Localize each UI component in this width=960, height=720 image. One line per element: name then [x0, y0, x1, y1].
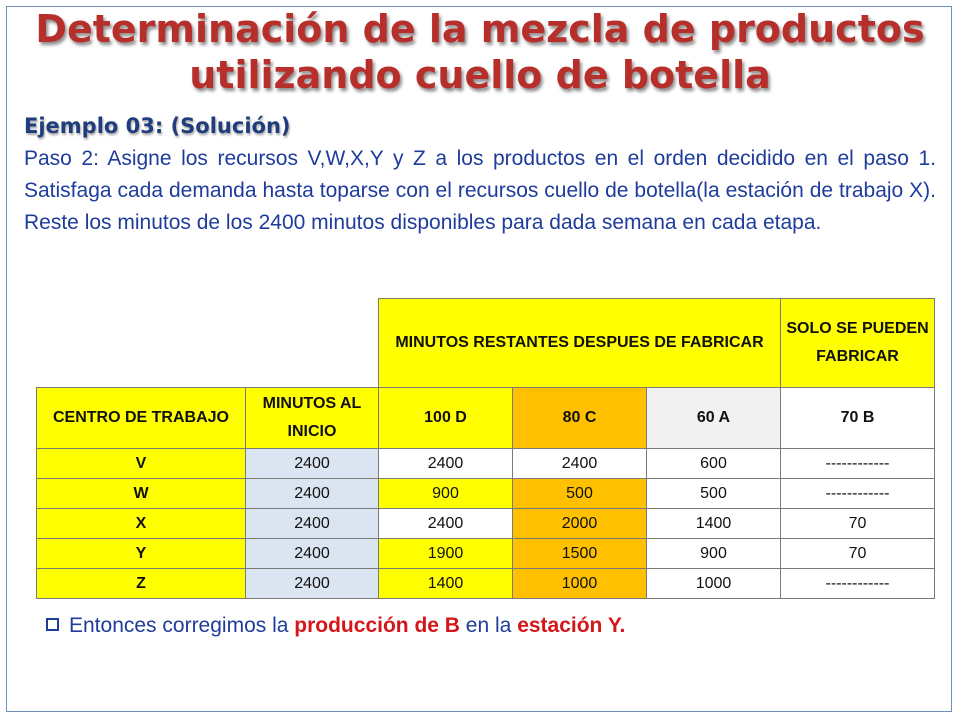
cell-60a: 600: [647, 449, 781, 479]
cell-100d: 900: [379, 479, 513, 509]
cell-100d: 1900: [379, 539, 513, 569]
cell-70b: ------------: [781, 569, 935, 599]
cell-100d: 1400: [379, 569, 513, 599]
cell-initial: 2400: [246, 479, 379, 509]
col-header-70b: 70 B: [781, 388, 935, 449]
cell-60a: 1000: [647, 569, 781, 599]
cell-70b: 70: [781, 509, 935, 539]
cell-100d: 2400: [379, 509, 513, 539]
cell-60a: 900: [647, 539, 781, 569]
title-line-2: utilizando cuello de botella: [189, 53, 771, 97]
table-row: [37, 479, 935, 509]
cell-80c: 1500: [513, 539, 647, 569]
cell-80c: 1000: [513, 569, 647, 599]
col-header-80c: 80 C: [513, 388, 647, 449]
solo-header: SOLO SE PUEDEN FABRICAR: [781, 299, 935, 388]
remaining-minutes-header: MINUTOS RESTANTES DESPUES DE FABRICAR: [379, 299, 781, 388]
cell-70b: ------------: [781, 449, 935, 479]
slide-title: [0, 6, 960, 98]
cell-80c: 2400: [513, 449, 647, 479]
cell-70b: 70: [781, 539, 935, 569]
checkbox-bullet-icon: [46, 618, 59, 631]
note-text-2: en la: [459, 614, 518, 637]
cell-center: Y: [37, 539, 246, 569]
conclusion-note: [46, 614, 625, 638]
cell-center: X: [37, 509, 246, 539]
col-header-60a: 60 A: [647, 388, 781, 449]
cell-60a: 500: [647, 479, 781, 509]
cell-center: Z: [37, 569, 246, 599]
table-row: [37, 539, 935, 569]
cell-initial: 2400: [246, 539, 379, 569]
cell-center: V: [37, 449, 246, 479]
table-row: [37, 569, 935, 599]
note-highlight-production: producción de B: [294, 614, 460, 637]
cell-60a: 1400: [647, 509, 781, 539]
cell-70b: ------------: [781, 479, 935, 509]
cell-100d: 2400: [379, 449, 513, 479]
cell-center: W: [37, 479, 246, 509]
note-highlight-station: estación Y.: [517, 614, 626, 637]
cell-initial: 2400: [246, 509, 379, 539]
instruction-paragraph: Paso 2: Asigne los recursos V,W,X,Y y Z a los productos en el orden decidido en el paso 1. Satisfaga cada demanda hasta toparse con el recursos cuello de botella(la estación de trabajo X). Reste los minutos de los 2400 minutos disponibles para dada semana en cada etapa.: [24, 147, 936, 234]
table-row: [37, 449, 935, 479]
example-subtitle: Ejemplo 03: (Solución): [24, 114, 291, 138]
empty-corner: [37, 299, 379, 388]
col-header-work-center: CENTRO DE TRABAJO: [37, 388, 246, 449]
cell-80c: 500: [513, 479, 647, 509]
table-row: [37, 509, 935, 539]
title-line-1: Determinación de la mezcla de productos: [35, 7, 925, 51]
col-header-100d: 100 D: [379, 388, 513, 449]
cell-initial: 2400: [246, 569, 379, 599]
minutes-table: [36, 298, 935, 599]
cell-80c: 2000: [513, 509, 647, 539]
col-header-initial-minutes: MINUTOS AL INICIO: [246, 388, 379, 449]
note-text-1: Entonces corregimos la: [69, 614, 295, 637]
cell-initial: 2400: [246, 449, 379, 479]
